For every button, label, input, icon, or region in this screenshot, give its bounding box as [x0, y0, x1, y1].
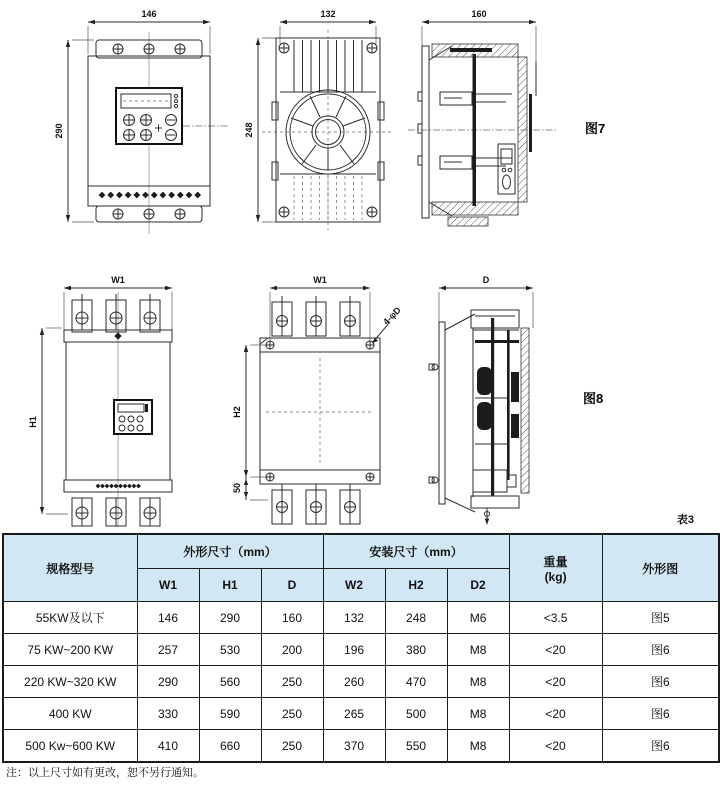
- side-section-small-drawing: [402, 4, 562, 238]
- subheader-h1: H1: [199, 569, 261, 602]
- table-row: [3, 698, 719, 730]
- cell-w1: 410: [137, 730, 199, 763]
- side-section-large-drawing: [415, 272, 570, 528]
- front-view-large-drawing: [18, 272, 193, 528]
- cell-h1: 560: [199, 666, 261, 698]
- cell-w2: 265: [323, 698, 385, 730]
- subheader-d2: D2: [447, 569, 509, 602]
- header-weight: [509, 534, 602, 602]
- dimension-label-w1: W1: [111, 275, 125, 285]
- cell-weight: <20: [509, 666, 602, 698]
- table-row: [3, 602, 719, 634]
- front-view-small-drawing: [38, 4, 234, 238]
- header-figure: 外形图: [602, 534, 719, 602]
- subheader-d: D: [261, 569, 323, 602]
- dimension-label-w1-mount: W1: [313, 275, 327, 285]
- cell-h1: 590: [199, 698, 261, 730]
- cell-h2: 500: [385, 698, 447, 730]
- dimension-label-width-160: 160: [471, 9, 487, 19]
- cell-d2: M6: [447, 602, 509, 634]
- cell-figure: 图6: [602, 634, 719, 666]
- cell-h1: 530: [199, 634, 261, 666]
- header-model: 规格型号: [3, 534, 137, 602]
- header-weight-line2: (kg): [544, 569, 567, 584]
- cell-h2: 470: [385, 666, 447, 698]
- dimension-label-height-248: 248: [244, 122, 254, 138]
- cell-w2: 196: [323, 634, 385, 666]
- cell-model: 220 KW~320 KW: [3, 666, 137, 698]
- cell-d: 250: [261, 698, 323, 730]
- cell-w2: 260: [323, 666, 385, 698]
- dimension-label-h1: H1: [28, 416, 38, 428]
- mount-hole-annotation: 4-φD: [380, 304, 403, 327]
- table-caption: 表3: [676, 514, 694, 526]
- cell-h1: 660: [199, 730, 261, 763]
- header-mount-group: 安装尺寸（mm）: [323, 534, 509, 569]
- cell-d2: M8: [447, 698, 509, 730]
- back-view-fan-drawing: [236, 4, 400, 238]
- table-row: [3, 666, 719, 698]
- cell-d: 250: [261, 666, 323, 698]
- figure7-label: 图7: [585, 121, 606, 136]
- cell-figure: 图5: [602, 602, 719, 634]
- cell-figure: 图6: [602, 730, 719, 763]
- cell-weight: <20: [509, 698, 602, 730]
- footnote: 注：以上尺寸如有更改，恕不另行通知。: [6, 767, 204, 779]
- header-weight-line1: 重量: [543, 554, 568, 569]
- cell-w1: 146: [137, 602, 199, 634]
- cell-d: 200: [261, 634, 323, 666]
- cell-weight: <3.5: [509, 602, 602, 634]
- cell-w1: 290: [137, 666, 199, 698]
- cell-figure: 图6: [602, 698, 719, 730]
- cell-h2: 550: [385, 730, 447, 763]
- subheader-w1: W1: [137, 569, 199, 602]
- subheader-w2: W2: [323, 569, 385, 602]
- cell-w1: 330: [137, 698, 199, 730]
- cell-weight: <20: [509, 730, 602, 763]
- table-row: [3, 634, 719, 666]
- cell-h2: 380: [385, 634, 447, 666]
- figure8-label: 图8: [583, 391, 604, 406]
- mounting-view-large-drawing: [222, 272, 412, 528]
- header-outline-group: 外形尺寸（mm）: [137, 534, 323, 569]
- dimension-label-width-132: 132: [320, 9, 336, 19]
- cell-d2: M8: [447, 730, 509, 763]
- cell-weight: <20: [509, 634, 602, 666]
- cell-figure: 图6: [602, 666, 719, 698]
- dimension-label-h2: H2: [232, 406, 242, 418]
- cell-w1: 257: [137, 634, 199, 666]
- cell-d2: M8: [447, 666, 509, 698]
- cell-w2: 370: [323, 730, 385, 763]
- subheader-h2: H2: [385, 569, 447, 602]
- cell-d: 160: [261, 602, 323, 634]
- dimension-label-height-290: 290: [54, 123, 64, 139]
- cell-d: 250: [261, 730, 323, 763]
- cell-h2: 248: [385, 602, 447, 634]
- cell-model: 75 KW~200 KW: [3, 634, 137, 666]
- cell-h1: 290: [199, 602, 261, 634]
- cell-d2: M8: [447, 634, 509, 666]
- spec-table: [2, 533, 720, 763]
- cell-model: 400 KW: [3, 698, 137, 730]
- dimension-label-foot-50: 50: [232, 482, 242, 494]
- cell-w2: 132: [323, 602, 385, 634]
- cell-model: 55KW及以下: [3, 602, 137, 634]
- dimension-label-d: D: [482, 275, 490, 285]
- table-row: [3, 730, 719, 763]
- dimension-label-width-146: 146: [141, 9, 157, 19]
- cell-model: 500 Kw~600 KW: [3, 730, 137, 763]
